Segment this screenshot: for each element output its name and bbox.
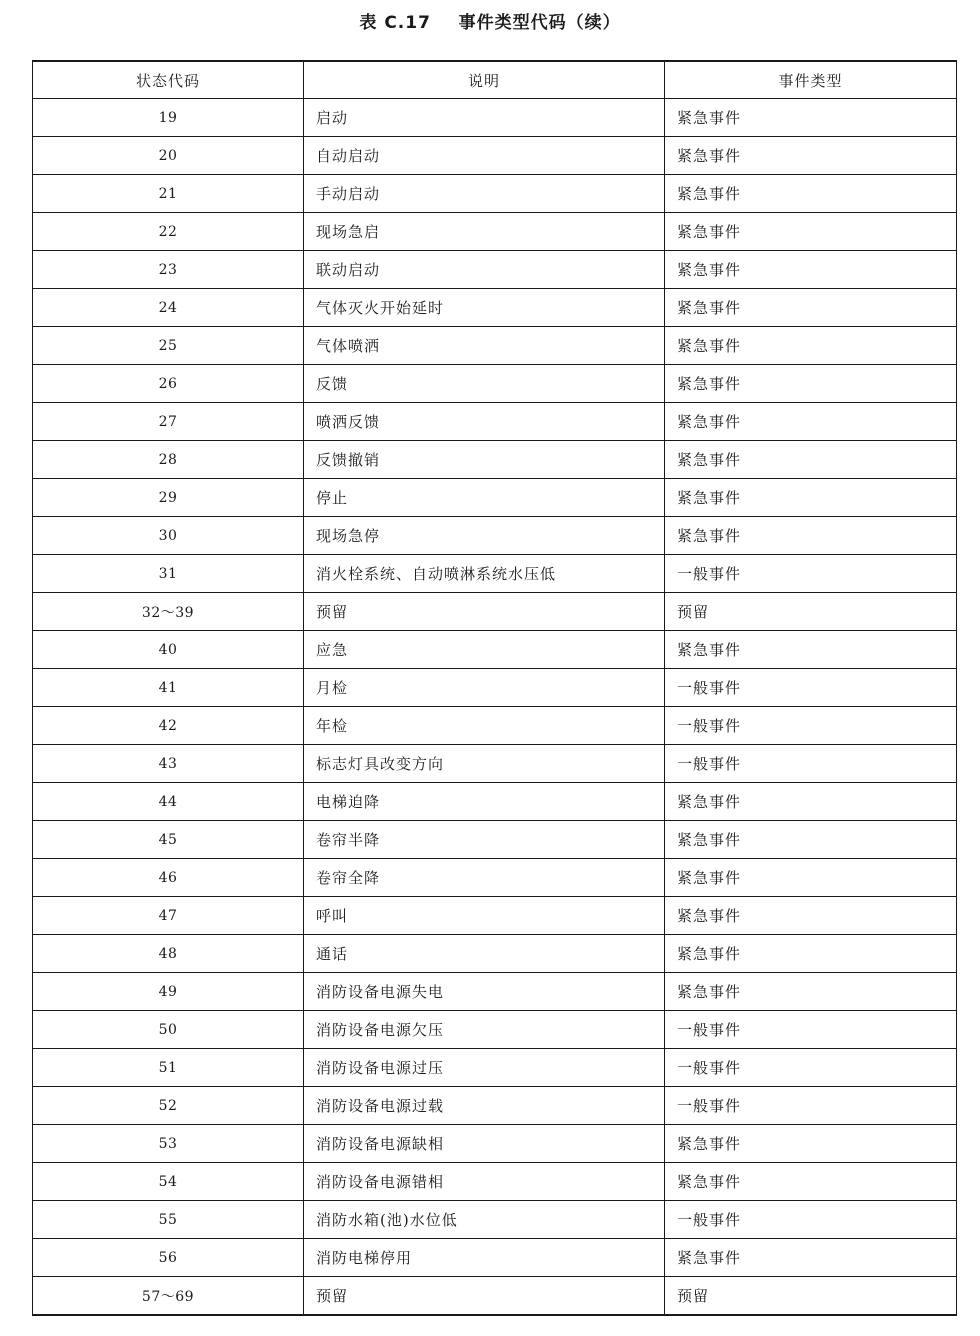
description-cell: 预留 — [304, 1277, 665, 1316]
status-code-cell: 20 — [33, 137, 304, 175]
table-row — [33, 1125, 957, 1163]
status-code-cell: 57～69 — [33, 1277, 304, 1316]
status-code-cell: 44 — [33, 783, 304, 821]
status-code-cell: 56 — [33, 1239, 304, 1277]
table-row — [33, 745, 957, 783]
table-row — [33, 707, 957, 745]
table-row — [33, 935, 957, 973]
event-type-cell: 紧急事件 — [665, 935, 957, 973]
table-row — [33, 327, 957, 365]
status-code-cell: 41 — [33, 669, 304, 707]
table-row — [33, 1087, 957, 1125]
description-cell: 消防水箱(池)水位低 — [304, 1201, 665, 1239]
status-code-cell: 51 — [33, 1049, 304, 1087]
table-row — [33, 251, 957, 289]
event-type-cell: 紧急事件 — [665, 137, 957, 175]
table-row — [33, 517, 957, 555]
status-code-cell: 24 — [33, 289, 304, 327]
description-cell: 消防电梯停用 — [304, 1239, 665, 1277]
table-row — [33, 403, 957, 441]
description-cell: 卷帘全降 — [304, 859, 665, 897]
table-row — [33, 1049, 957, 1087]
table-row — [33, 1163, 957, 1201]
status-code-cell: 45 — [33, 821, 304, 859]
status-code-cell: 43 — [33, 745, 304, 783]
description-cell: 应急 — [304, 631, 665, 669]
event-type-cell: 紧急事件 — [665, 859, 957, 897]
event-type-cell: 紧急事件 — [665, 289, 957, 327]
event-type-cell: 一般事件 — [665, 1049, 957, 1087]
status-code-cell: 52 — [33, 1087, 304, 1125]
event-type-cell: 一般事件 — [665, 707, 957, 745]
table-row — [33, 479, 957, 517]
status-code-cell: 30 — [33, 517, 304, 555]
event-type-cell: 紧急事件 — [665, 517, 957, 555]
status-code-cell: 19 — [33, 99, 304, 137]
description-cell: 呼叫 — [304, 897, 665, 935]
description-cell: 停止 — [304, 479, 665, 517]
status-code-cell: 29 — [33, 479, 304, 517]
status-code-cell: 49 — [33, 973, 304, 1011]
event-type-cell: 紧急事件 — [665, 973, 957, 1011]
event-type-cell: 紧急事件 — [665, 631, 957, 669]
event-type-cell: 预留 — [665, 1277, 957, 1316]
table-row — [33, 631, 957, 669]
description-cell: 标志灯具改变方向 — [304, 745, 665, 783]
description-cell: 启动 — [304, 99, 665, 137]
event-type-cell: 紧急事件 — [665, 175, 957, 213]
status-code-cell: 22 — [33, 213, 304, 251]
description-cell: 消防设备电源过压 — [304, 1049, 665, 1087]
description-cell: 卷帘半降 — [304, 821, 665, 859]
description-cell: 反馈撤销 — [304, 441, 665, 479]
table-row — [33, 669, 957, 707]
header-row — [33, 61, 957, 99]
description-cell: 消防设备电源失电 — [304, 973, 665, 1011]
event-type-cell: 一般事件 — [665, 1011, 957, 1049]
table-row — [33, 897, 957, 935]
table-body — [33, 99, 957, 1316]
description-cell: 反馈 — [304, 365, 665, 403]
event-type-cell: 一般事件 — [665, 1087, 957, 1125]
description-cell: 气体灭火开始延时 — [304, 289, 665, 327]
description-cell: 喷洒反馈 — [304, 403, 665, 441]
description-cell: 通话 — [304, 935, 665, 973]
table-title: 表 C.17 事件类型代码（续） — [359, 13, 621, 33]
event-type-code-table — [32, 60, 957, 1316]
event-type-cell: 预留 — [665, 593, 957, 631]
table-row — [33, 973, 957, 1011]
header-description: 说明 — [304, 61, 665, 99]
status-code-cell: 28 — [33, 441, 304, 479]
description-cell: 现场急停 — [304, 517, 665, 555]
event-type-cell: 紧急事件 — [665, 1239, 957, 1277]
status-code-cell: 32～39 — [33, 593, 304, 631]
header-status-code: 状态代码 — [33, 61, 304, 99]
description-cell: 现场急启 — [304, 213, 665, 251]
description-cell: 消防设备电源欠压 — [304, 1011, 665, 1049]
event-type-cell: 紧急事件 — [665, 479, 957, 517]
table-row — [33, 175, 957, 213]
description-cell: 联动启动 — [304, 251, 665, 289]
description-cell: 消防设备电源缺相 — [304, 1125, 665, 1163]
description-cell: 气体喷洒 — [304, 327, 665, 365]
status-code-cell: 21 — [33, 175, 304, 213]
status-code-cell: 50 — [33, 1011, 304, 1049]
description-cell: 电梯迫降 — [304, 783, 665, 821]
event-type-cell: 一般事件 — [665, 555, 957, 593]
table-row — [33, 137, 957, 175]
status-code-cell: 31 — [33, 555, 304, 593]
status-code-cell: 42 — [33, 707, 304, 745]
event-type-cell: 一般事件 — [665, 1201, 957, 1239]
table-row — [33, 821, 957, 859]
table-row — [33, 783, 957, 821]
table-row — [33, 213, 957, 251]
event-type-cell: 紧急事件 — [665, 365, 957, 403]
table-header — [33, 61, 957, 99]
table-row — [33, 859, 957, 897]
event-type-cell: 一般事件 — [665, 669, 957, 707]
event-type-cell: 紧急事件 — [665, 821, 957, 859]
event-type-cell: 紧急事件 — [665, 327, 957, 365]
table-row — [33, 555, 957, 593]
event-type-cell: 紧急事件 — [665, 441, 957, 479]
event-type-cell: 紧急事件 — [665, 403, 957, 441]
status-code-cell: 25 — [33, 327, 304, 365]
status-code-cell: 40 — [33, 631, 304, 669]
table-row — [33, 593, 957, 631]
event-type-cell: 紧急事件 — [665, 99, 957, 137]
table-row — [33, 441, 957, 479]
event-type-cell: 紧急事件 — [665, 783, 957, 821]
event-type-cell: 紧急事件 — [665, 897, 957, 935]
status-code-cell: 23 — [33, 251, 304, 289]
status-code-cell: 55 — [33, 1201, 304, 1239]
status-code-cell: 53 — [33, 1125, 304, 1163]
status-code-cell: 27 — [33, 403, 304, 441]
header-event-type: 事件类型 — [665, 61, 957, 99]
description-cell: 年检 — [304, 707, 665, 745]
status-code-cell: 26 — [33, 365, 304, 403]
event-type-cell: 紧急事件 — [665, 251, 957, 289]
description-cell: 消防设备电源错相 — [304, 1163, 665, 1201]
event-type-cell: 紧急事件 — [665, 1125, 957, 1163]
description-cell: 消火栓系统、自动喷淋系统水压低 — [304, 555, 665, 593]
event-type-cell: 紧急事件 — [665, 1163, 957, 1201]
description-cell: 自动启动 — [304, 137, 665, 175]
table-row — [33, 1011, 957, 1049]
table-row — [33, 289, 957, 327]
table-row — [33, 1239, 957, 1277]
event-type-cell: 紧急事件 — [665, 213, 957, 251]
description-cell: 手动启动 — [304, 175, 665, 213]
table-row — [33, 1277, 957, 1316]
table-row — [33, 365, 957, 403]
status-code-cell: 46 — [33, 859, 304, 897]
description-cell: 预留 — [304, 593, 665, 631]
description-cell: 月检 — [304, 669, 665, 707]
description-cell: 消防设备电源过载 — [304, 1087, 665, 1125]
status-code-cell: 48 — [33, 935, 304, 973]
status-code-cell: 47 — [33, 897, 304, 935]
event-type-cell: 一般事件 — [665, 745, 957, 783]
status-code-cell: 54 — [33, 1163, 304, 1201]
table-row — [33, 99, 957, 137]
table-row — [33, 1201, 957, 1239]
